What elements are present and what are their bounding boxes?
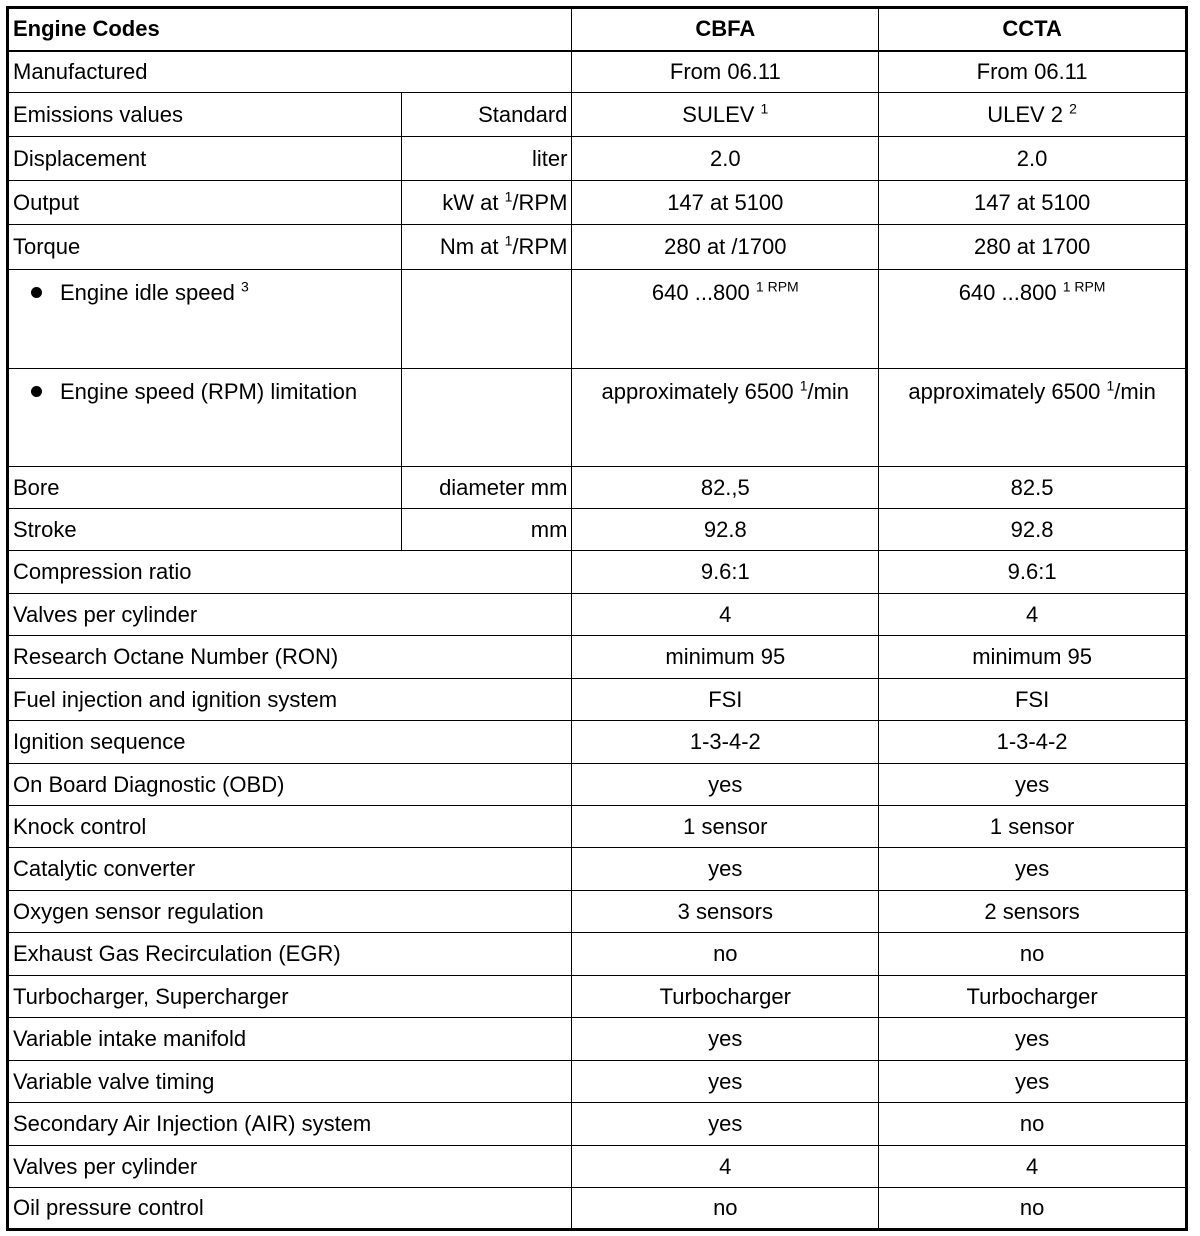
value-ccta: Turbocharger	[879, 976, 1187, 1018]
value-ccta: minimum 95	[879, 636, 1187, 679]
value-text: /min	[1114, 379, 1156, 404]
bullet-icon	[31, 287, 42, 298]
value-cbfa: 4	[572, 1146, 879, 1188]
row-unit: mm	[402, 509, 572, 551]
table-row	[8, 1146, 1187, 1188]
value-cbfa: 280 at /1700	[572, 225, 879, 270]
value-ccta: 1 sensor	[879, 806, 1187, 848]
row-unit-empty	[402, 369, 572, 467]
value-ccta: yes	[879, 1061, 1187, 1103]
value-cbfa: minimum 95	[572, 636, 879, 679]
footnote-marker: 3	[241, 278, 249, 295]
table-row	[8, 1018, 1187, 1061]
value-ccta	[879, 270, 1187, 369]
row-label: Knock control	[8, 806, 572, 848]
footnote-marker: 1 RPM	[1062, 278, 1106, 295]
value-cbfa: Turbocharger	[572, 976, 879, 1018]
value-text: ULEV 2	[987, 101, 1064, 127]
footnote-marker: 1 RPM	[755, 278, 799, 295]
row-label	[8, 270, 402, 369]
row-label: Exhaust Gas Recirculation (EGR)	[8, 933, 572, 976]
header-row	[8, 8, 1187, 51]
label-text: Engine speed (RPM) limitation	[60, 379, 358, 404]
value-cbfa: FSI	[572, 679, 879, 721]
value-cbfa: yes	[572, 764, 879, 806]
value-cbfa	[572, 369, 879, 467]
value-cbfa: 82.,5	[572, 467, 879, 509]
table-row	[8, 509, 1187, 551]
header-label: Engine Codes	[8, 8, 572, 51]
bullet-icon	[31, 386, 42, 397]
row-label: Variable intake manifold	[8, 1018, 572, 1061]
value-cbfa	[572, 93, 879, 137]
table-row	[8, 933, 1187, 976]
header-ccta: CCTA	[879, 8, 1187, 51]
table-row	[8, 467, 1187, 509]
value-cbfa: no	[572, 1188, 879, 1230]
table-row	[8, 551, 1187, 594]
row-label: Secondary Air Injection (AIR) system	[8, 1103, 572, 1146]
value-ccta: yes	[879, 848, 1187, 891]
row-label: Manufactured	[8, 51, 572, 93]
value-ccta: 4	[879, 594, 1187, 636]
value-ccta: 82.5	[879, 467, 1187, 509]
value-cbfa: 9.6:1	[572, 551, 879, 594]
unit-text: /RPM	[512, 234, 568, 259]
row-unit: liter	[402, 137, 572, 181]
value-ccta: FSI	[879, 679, 1187, 721]
table-row	[8, 721, 1187, 764]
value-text: 640 ...800	[958, 280, 1057, 305]
row-label	[8, 369, 402, 467]
row-unit: Standard	[402, 93, 572, 137]
value-ccta: no	[879, 1103, 1187, 1146]
footnote-marker: 1	[1106, 377, 1115, 394]
row-label: Valves per cylinder	[8, 594, 572, 636]
footnote-marker: 1	[504, 188, 513, 205]
table-row	[8, 891, 1187, 933]
table-row	[8, 679, 1187, 721]
value-ccta: 9.6:1	[879, 551, 1187, 594]
value-cbfa: 92.8	[572, 509, 879, 551]
row-label: Emissions values	[8, 93, 402, 137]
table-row	[8, 181, 1187, 225]
footnote-marker: 1	[760, 100, 769, 117]
footnote-marker: 2	[1069, 100, 1077, 117]
value-cbfa: 2.0	[572, 137, 879, 181]
row-label: Variable valve timing	[8, 1061, 572, 1103]
table-row	[8, 225, 1187, 270]
row-label: Turbocharger, Supercharger	[8, 976, 572, 1018]
table-row	[8, 51, 1187, 93]
value-cbfa: 147 at 5100	[572, 181, 879, 225]
value-ccta: From 06.11	[879, 51, 1187, 93]
row-label: Displacement	[8, 137, 402, 181]
value-ccta: 4	[879, 1146, 1187, 1188]
value-ccta: 147 at 5100	[879, 181, 1187, 225]
row-label: Catalytic converter	[8, 848, 572, 891]
table-row	[8, 369, 1187, 467]
value-ccta: no	[879, 1188, 1187, 1230]
table-row	[8, 1103, 1187, 1146]
value-ccta	[879, 93, 1187, 137]
value-cbfa: 3 sensors	[572, 891, 879, 933]
value-ccta: no	[879, 933, 1187, 976]
value-text: approximately 6500	[601, 379, 794, 404]
row-label: Fuel injection and ignition system	[8, 679, 572, 721]
table-row	[8, 594, 1187, 636]
table-row	[8, 1061, 1187, 1103]
row-label: Research Octane Number (RON)	[8, 636, 572, 679]
row-label: Valves per cylinder	[8, 1146, 572, 1188]
value-cbfa	[572, 270, 879, 369]
value-ccta: yes	[879, 764, 1187, 806]
table-row	[8, 848, 1187, 891]
row-label: Ignition sequence	[8, 721, 572, 764]
value-text: /min	[807, 379, 850, 404]
row-unit	[402, 225, 572, 270]
value-text: SULEV	[682, 101, 755, 127]
value-cbfa: 1 sensor	[572, 806, 879, 848]
row-label: Stroke	[8, 509, 402, 551]
row-unit-empty	[402, 270, 572, 369]
unit-text: /RPM	[512, 189, 568, 215]
value-text: 640 ...800	[651, 280, 750, 305]
value-cbfa: yes	[572, 1103, 879, 1146]
table-row	[8, 93, 1187, 137]
engine-spec-table	[6, 6, 1188, 1231]
unit-text: kW at	[442, 189, 499, 215]
value-ccta: 280 at 1700	[879, 225, 1187, 270]
row-unit: diameter mm	[402, 467, 572, 509]
value-cbfa: From 06.11	[572, 51, 879, 93]
value-cbfa: yes	[572, 1061, 879, 1103]
value-text: approximately 6500	[908, 379, 1101, 404]
value-cbfa: yes	[572, 848, 879, 891]
row-label: Oil pressure control	[8, 1188, 572, 1230]
table-row	[8, 976, 1187, 1018]
row-label: Output	[8, 181, 402, 225]
row-label: Oxygen sensor regulation	[8, 891, 572, 933]
row-unit	[402, 181, 572, 225]
row-label: On Board Diagnostic (OBD)	[8, 764, 572, 806]
value-cbfa: 4	[572, 594, 879, 636]
value-cbfa: 1-3-4-2	[572, 721, 879, 764]
table-row	[8, 636, 1187, 679]
value-ccta: 2 sensors	[879, 891, 1187, 933]
table-row	[8, 1188, 1187, 1230]
value-ccta: yes	[879, 1018, 1187, 1061]
table-row	[8, 137, 1187, 181]
header-cbfa: CBFA	[572, 8, 879, 51]
table-row	[8, 270, 1187, 369]
row-label: Bore	[8, 467, 402, 509]
value-cbfa: no	[572, 933, 879, 976]
value-ccta	[879, 369, 1187, 467]
footnote-marker: 1	[504, 232, 513, 249]
row-label: Compression ratio	[8, 551, 572, 594]
row-label: Torque	[8, 225, 402, 270]
value-ccta: 1-3-4-2	[879, 721, 1187, 764]
value-cbfa: yes	[572, 1018, 879, 1061]
value-ccta: 92.8	[879, 509, 1187, 551]
footnote-marker: 1	[799, 377, 808, 394]
table-row	[8, 806, 1187, 848]
unit-text: Nm at	[439, 234, 499, 259]
value-ccta: 2.0	[879, 137, 1187, 181]
table-row	[8, 764, 1187, 806]
label-text: Engine idle speed	[60, 280, 235, 305]
